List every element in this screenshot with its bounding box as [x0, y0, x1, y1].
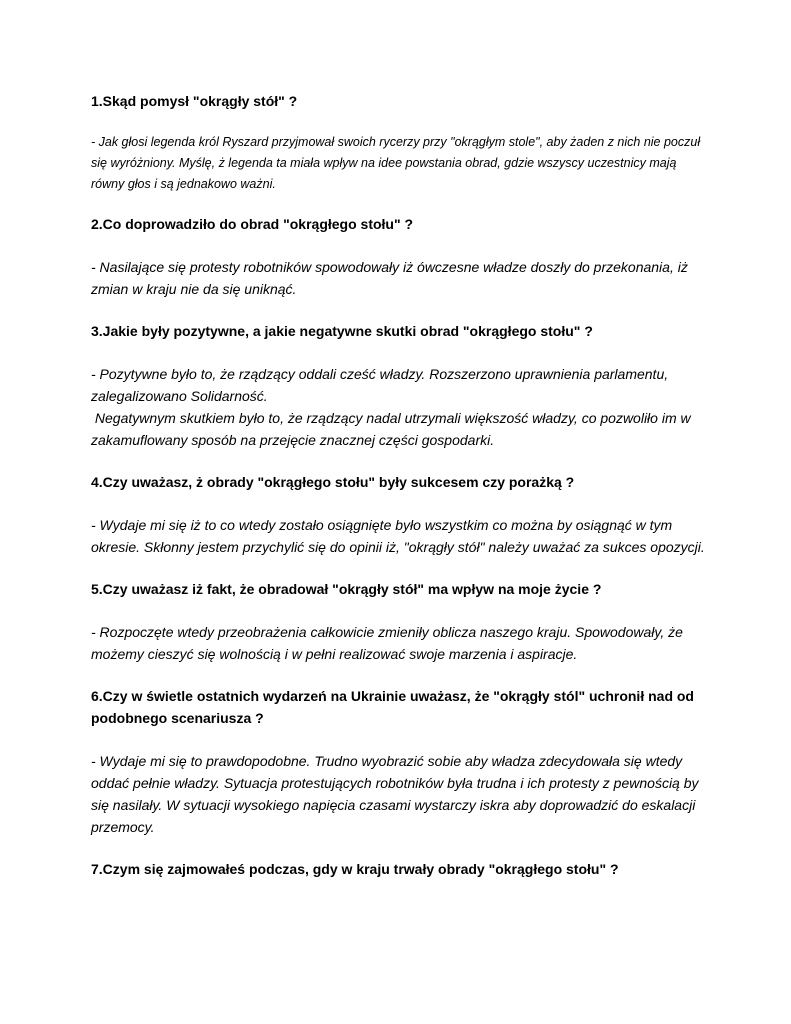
answer-4: [91, 514, 711, 558]
answer-4-paragraph-1: - Wydaje mi się iż to co wtedy zostało osiągnięte było wszystkim co można by osiągnąć w tym okresie. Skłonny jestem przychylić się do opinii iż, "okrągły stół" należy uważać za sukces opozycji.: [91, 517, 705, 555]
answer-3-paragraph-2: Negatywnym skutkiem było to, że rządzący nadal utrzymali większość władzy, co pozwoliło im w zakamuflowany sposób na przejęcie znacznej części gospodarki.: [91, 410, 695, 448]
answer-1: [91, 132, 711, 195]
question-2: 2.Co doprowadziło do obrad "okrągłego stołu" ?: [91, 216, 414, 232]
answer-2-paragraph-1: - Nasilające się protesty robotników spowodowały iż ówczesne władze doszły do przekonania, iż zmian w kraju nie da się uniknąć.: [91, 259, 688, 297]
question-7: 7.Czym się zajmowałeś podczas, gdy w kraju trwały obrady "okrągłego stołu" ?: [91, 861, 619, 877]
answer-5-paragraph-1: - Rozpoczęte wtedy przeobrażenia całkowicie zmieniły oblicza naszego kraju. Spowodowały, że możemy cieszyć się wolnością i w pełni realizować swoje marzenia i aspiracje.: [91, 624, 683, 662]
question-3: 3.Jakie były pozytywne, a jakie negatywne skutki obrad "okrągłego stołu" ?: [91, 323, 593, 339]
qa-item-1: [91, 90, 711, 195]
question-6: 6.Czy w świetle ostatnich wydarzeń na Ukrainie uważasz, że "okrągły stól" uchronił nad od podobnego scenariusza ?: [91, 688, 694, 726]
answer-5: [91, 621, 711, 665]
question-4: 4.Czy uważasz, ż obrady "okrągłego stołu" były sukcesem czy porażką ?: [91, 474, 575, 490]
qa-item-4: [91, 471, 711, 558]
qa-item-7: [91, 858, 711, 880]
answer-3: [91, 363, 711, 451]
qa-item-5: [91, 578, 711, 665]
qa-item-3: [91, 320, 711, 451]
question-5: 5.Czy uważasz iż fakt, że obradował "okrągły stół" ma wpływ na moje życie ?: [91, 581, 602, 597]
document-page: [91, 90, 711, 880]
answer-2: [91, 256, 711, 300]
answer-6-paragraph-1: - Wydaje mi się to prawdopodobne. Trudno wyobrazić sobie aby władza zdecydowała się wtedy oddać pełnie władzy. Sytuacja protestujących robotników była trudna i ich protesty z pewnością by się nasilały. W sytuacji wysokiego napięcia czasami wystarczy iskra aby doprowadzić do eskalacji przemocy.: [91, 753, 699, 835]
answer-1-paragraph-1: - Jak głosi legenda król Ryszard przyjmował swoich rycerzy przy "okrągłym stole", aby żaden z nich nie poczuł się wyróżniony. Myślę, ż legenda ta miała wpływ na idee powstania obrad, gdzie wszyscy uczestnicy mają równy głos i są jednakowo ważni.: [91, 135, 701, 191]
question-1: 1.Skąd pomysł "okrągły stół" ?: [91, 93, 298, 109]
answer-6: [91, 750, 711, 838]
qa-item-6: [91, 685, 711, 838]
answer-3-paragraph-1: - Pozytywne było to, że rządzący oddali cześć władzy. Rozszerzono uprawnienia parlamentu, zalegalizowano Solidarność.: [91, 366, 669, 404]
qa-item-2: [91, 213, 711, 300]
